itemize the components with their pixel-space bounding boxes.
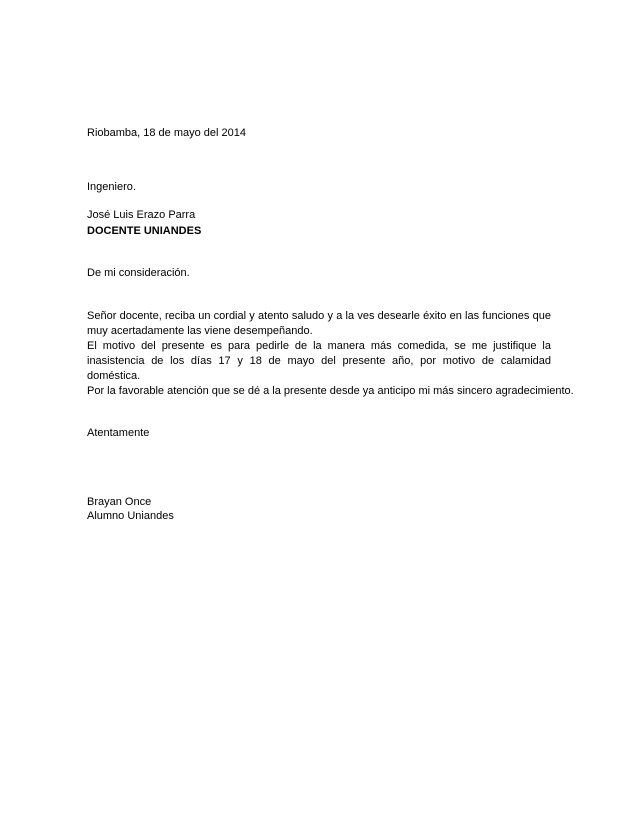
sender-role: Alumno Uniandes xyxy=(87,510,174,522)
letter-body xyxy=(87,309,574,399)
sender-name: Brayan Once xyxy=(87,496,152,508)
place-date: Riobamba, 18 de mayo del 2014 xyxy=(87,127,246,139)
recipient-role: DOCENTE UNIANDES xyxy=(87,225,202,237)
body-paragraph-thanks: Por la favorable atención que se dé a la presente desde ya anticipo mi más sincero agradecimiento. xyxy=(87,385,574,397)
body-paragraph-request: El motivo del presente es para pedirle de la manera más comedida, se me justifique la inasistencia de los días 17 y 18 de mayo del presente año, por motivo de calamidad doméstica. xyxy=(87,340,551,382)
recipient-name: José Luis Erazo Parra xyxy=(87,209,196,221)
salutation: De mi consideración. xyxy=(87,267,190,279)
recipient-title: Ingeniero. xyxy=(87,181,136,193)
body-paragraph-greeting: Señor docente, reciba un cordial y atento saludo y a la ves desearle éxito en las funciones que muy acertadamente las viene desempeñando. xyxy=(87,310,551,337)
closing: Atentamente xyxy=(87,427,150,439)
